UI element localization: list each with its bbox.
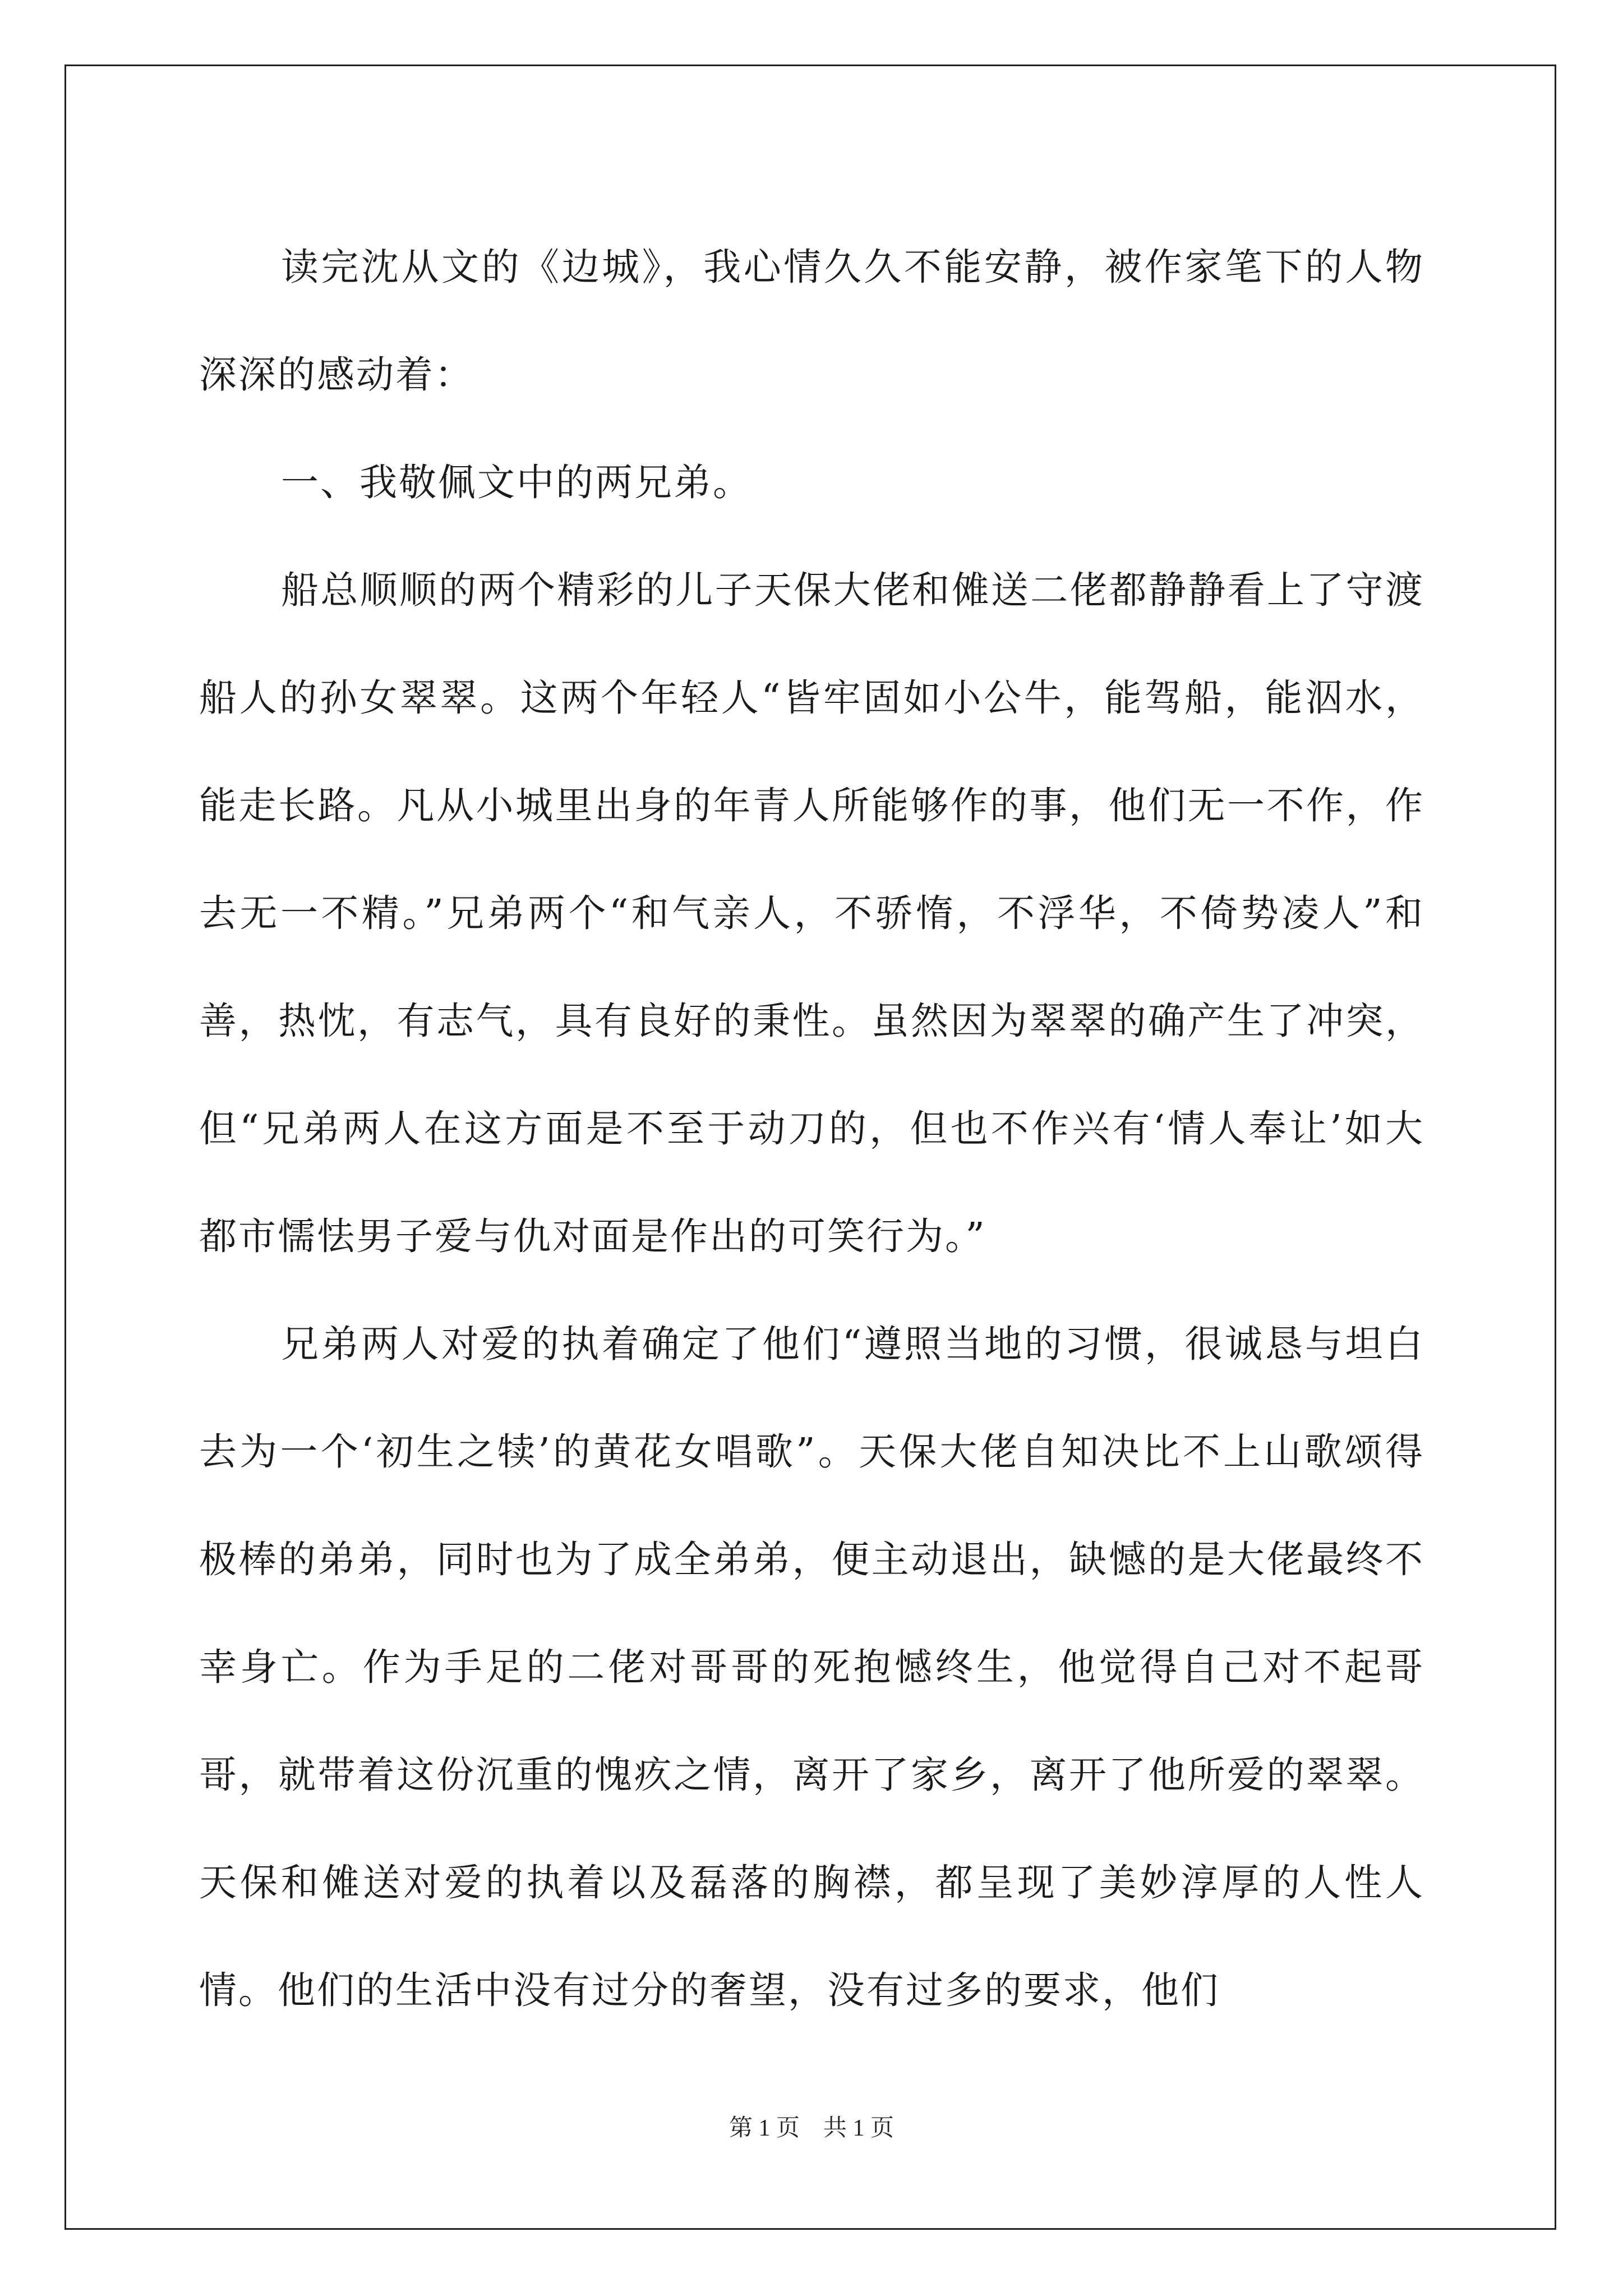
paragraph-brothers: 船总顺顺的两个精彩的儿子天保大佬和傩送二佬都静静看上了守渡船人的孙女翠翠。这两个年轻人“皆牢固如小公牛，能驾船，能泅水，能走长路。凡从小城里出身的年青人所能够作的事，他们无一不作，作去无一不精。”兄弟两个“和气亲人，不骄惰，不浮华，不倚势凌人”和善，热忱，有志气，具有良好的秉性。虽然因为翠翠的确产生了冲突，但“兄弟两人在这方面是不至于动刀的，但也不作兴有‘情人奉让’如大都市懦怯男子爱与仇对面是作出的可笑行为。” — [199, 568, 1424, 1258]
page-footer: 第 1 页 共 1 页 — [728, 2115, 894, 2141]
paragraph-intro: 读完沈从文的《边城》，我心情久久不能安静，被作家笔下的人物深深的感动着： — [199, 245, 1424, 397]
document-body — [199, 213, 1424, 2044]
paragraph-love: 兄弟两人对爱的执着确定了他们“遵照当地的习惯，很诚恳与坦白去为一个‘初生之犊’的黄花女唱歌”。天保大佬自知决比不上山歌颂得极棒的弟弟，同时也为了成全弟弟，便主动退出，缺憾的是大佬最终不幸身亡。作为手足的二佬对哥哥的死抱憾终生，他觉得自己对不起哥哥，就带着这份沉重的愧疚之情，离开了家乡，离开了他所爱的翠翠。天保和傩送对爱的执着以及磊落的胸襟，都呈现了美妙淳厚的人性人情。他们的生活中没有过分的奢望，没有过多的要求，他们 — [199, 1322, 1424, 2012]
paragraph-heading-1: 一、我敬佩文中的两兄弟。 — [281, 461, 752, 504]
